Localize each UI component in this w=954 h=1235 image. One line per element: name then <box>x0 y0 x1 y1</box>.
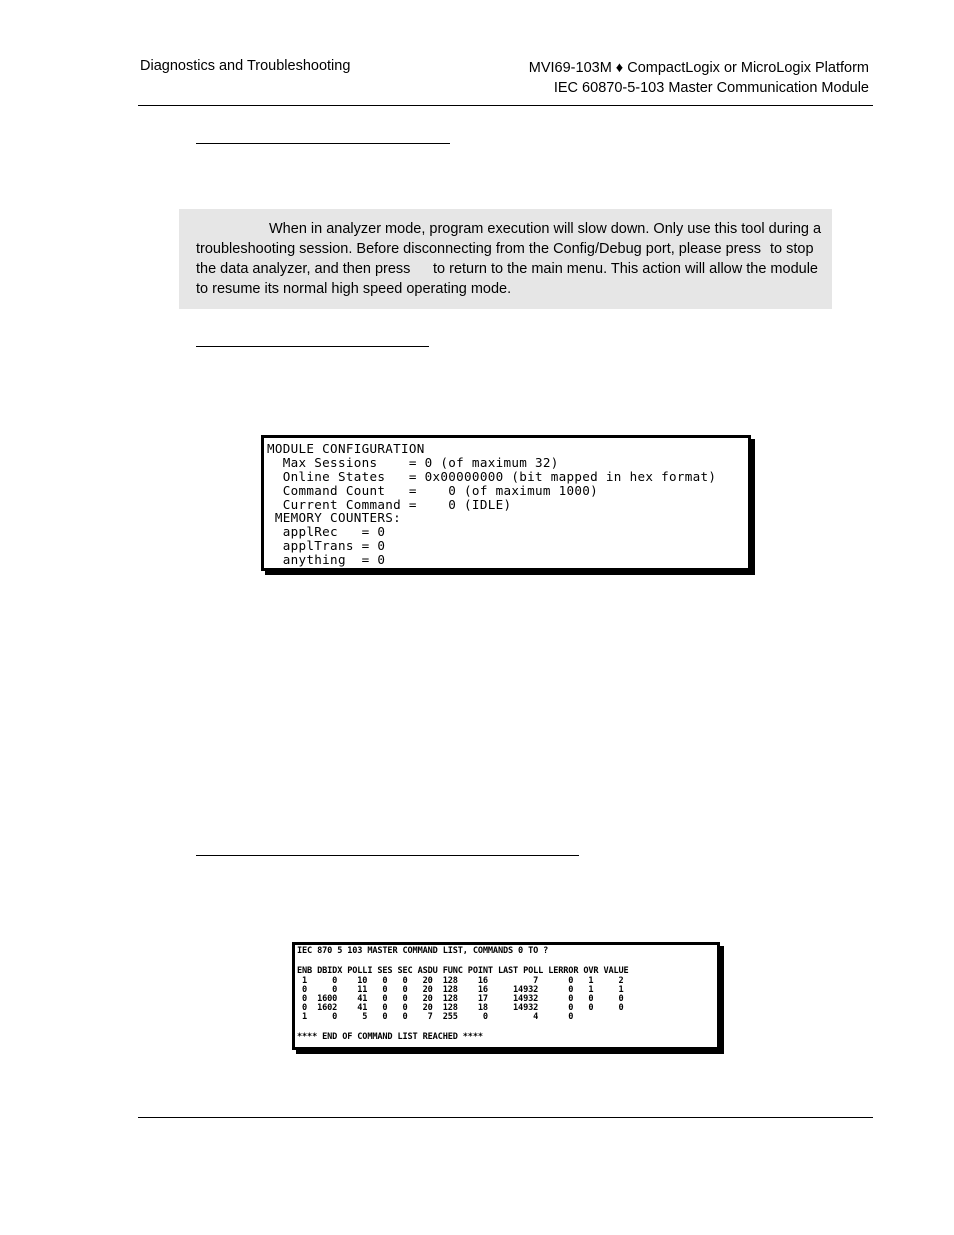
note-line-1: When in analyzer mode, program execution will slow down. Only use this tool during a <box>269 221 822 237</box>
config-line: Command Count = 0 (of maximum 1000) <box>267 483 599 498</box>
heading-underline-1 <box>196 143 450 144</box>
note-line-2-end: to stop <box>770 241 814 257</box>
note-line-2: troubleshooting session. Before disconnecting from the Config/Debug port, please press <box>196 241 762 257</box>
header-product-title <box>529 58 869 98</box>
note-line-3-end: to return to the main menu. This action will allow the module <box>433 261 818 277</box>
footer-rule <box>138 1117 873 1118</box>
header-section-title: Diagnostics and Troubleshooting <box>140 58 351 74</box>
header-product-line-2: IEC 60870-5-103 Master Communication Module <box>553 80 869 96</box>
caution-note-box <box>179 209 832 309</box>
command-row: 1 0 5 0 0 7 255 0 4 0 <box>297 1012 574 1022</box>
command-row: 1 0 10 0 0 20 128 16 7 0 1 2 <box>297 976 624 986</box>
command-list-screen <box>292 942 720 1050</box>
note-line-4: to resume its normal high speed operating mode. <box>196 281 512 297</box>
config-line: MODULE CONFIGURATION <box>267 441 425 456</box>
note-line-3: the data analyzer, and then press <box>196 261 411 277</box>
config-line: Current Command = 0 (IDLE) <box>267 497 512 512</box>
command-row: 0 1600 41 0 0 20 128 17 14932 0 0 0 <box>297 994 624 1004</box>
config-line: anything = 0 <box>267 552 386 567</box>
command-list-footer: **** END OF COMMAND LIST REACHED **** <box>297 1032 483 1042</box>
module-configuration-screen <box>261 435 751 571</box>
header-product-line-1: MVI69-103M ♦ CompactLogix or MicroLogix Platform <box>528 60 869 76</box>
config-line: applTrans = 0 <box>267 538 386 553</box>
config-line: Online States = 0x00000000 (bit mapped in hex format) <box>267 469 717 484</box>
command-line: IEC 870 5 103 MASTER COMMAND LIST, COMMANDS 0 TO ? <box>297 946 549 956</box>
header-rule <box>138 105 873 106</box>
heading-underline-3 <box>196 855 579 856</box>
heading-underline-2 <box>196 346 429 347</box>
command-list-header: ENB DBIDX POLLI SES SEC ASDU FUNC POINT LAST POLL LERROR OVR VALUE <box>297 966 629 976</box>
config-line: MEMORY COUNTERS: <box>267 510 401 525</box>
config-line: applRec = 0 <box>267 524 386 539</box>
command-row: 0 1602 41 0 0 20 128 18 14932 0 0 0 <box>297 1003 624 1013</box>
command-row: 0 0 11 0 0 20 128 16 14932 0 1 1 <box>297 985 624 995</box>
config-line: Max Sessions = 0 (of maximum 32) <box>267 455 559 470</box>
